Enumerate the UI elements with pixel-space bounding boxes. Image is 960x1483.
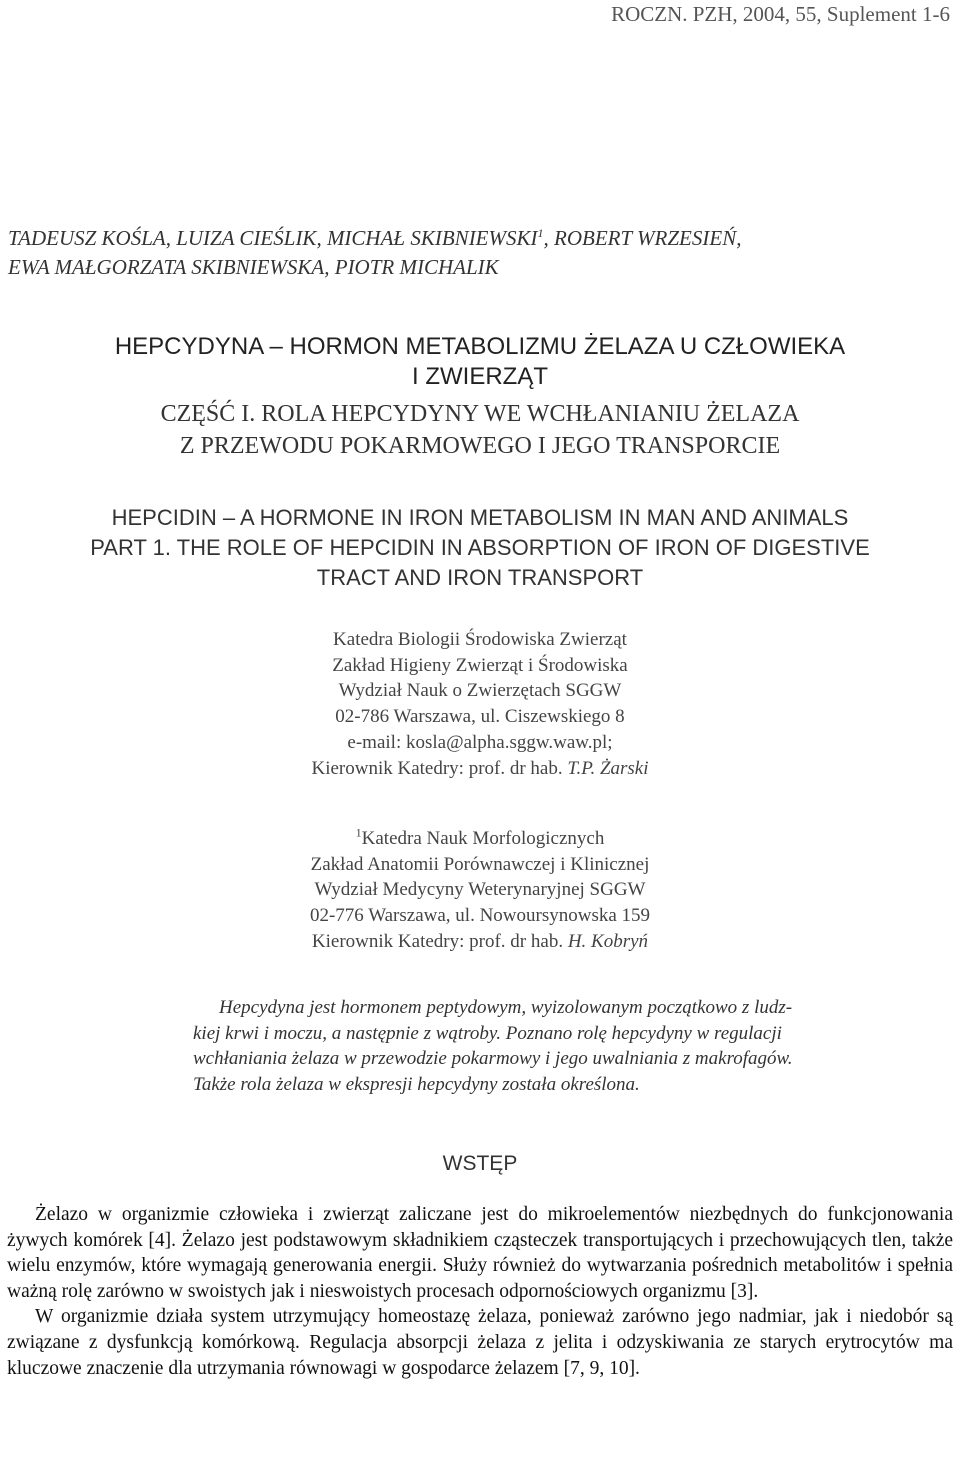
abstract-line-4: Także rola żelaza w ekspresji hepcydyny została określona. bbox=[193, 1073, 640, 1095]
authors-text-1a: TADEUSZ KOŚLA, LUIZA CIEŚLIK, MICHAŁ SKIBNIEWSKI bbox=[8, 226, 538, 250]
title-polish bbox=[0, 332, 960, 392]
title-english-line-1: HEPCIDIN – A HORMONE IN IRON METABOLISM IN MAN AND ANIMALS bbox=[111, 505, 849, 530]
affiliation-2-head-prefix: Kierownik Katedry: prof. dr hab. bbox=[311, 930, 568, 952]
subtitle-polish-line-1: CZĘŚĆ I. ROLA HEPCYDYNY WE WCHŁANIANIU ŻELAZA bbox=[160, 401, 800, 427]
abstract-line-2: kiej krwi i moczu, a następnie z wątroby. Poznano rolę hepcydyny w regulacji bbox=[193, 1022, 782, 1044]
subtitle-polish-line-2: Z PRZEWODU POKARMOWEGO I JEGO TRANSPORCIE bbox=[179, 433, 781, 459]
body-text bbox=[7, 1202, 953, 1381]
author-line-2: EWA MAŁGORZATA SKIBNIEWSKA, PIOTR MICHALIK bbox=[8, 255, 499, 279]
title-english-line-2: PART 1. THE ROLE OF HEPCIDIN IN ABSORPTION OF IRON OF DIGESTIVE bbox=[90, 535, 870, 560]
body-paragraph-2: W organizmie działa system utrzymujący homeostazę żelaza, ponieważ zarówno jego nadmiar, jak i niedobór są związane z dysfunkcją komórkową. Regulacja absorpcji żelaza z jelita i odzyskiwania ze starych erytrocytów ma kluczowe znaczenie dla utrzymania równowagi w gospodarce żelazem [7, 9, 10]. bbox=[7, 1306, 953, 1379]
affiliation-1-head bbox=[0, 756, 960, 782]
affiliation-1-line-4: 02-786 Warszawa, ul. Ciszewskiego 8 bbox=[335, 706, 625, 728]
author-line-1 bbox=[8, 224, 948, 253]
affiliation-2-superscript: 1 bbox=[355, 825, 362, 840]
author-list bbox=[8, 224, 948, 282]
title-english bbox=[0, 503, 960, 593]
affiliation-1-line-1: Katedra Biologii Środowiska Zwierząt bbox=[333, 629, 627, 650]
affiliation-2-head-name: H. Kobryń bbox=[567, 930, 649, 952]
section-heading: WSTĘP bbox=[442, 1152, 518, 1175]
affiliation-1-head-name: T.P. Żarski bbox=[567, 757, 649, 779]
affiliation-2 bbox=[0, 826, 960, 955]
author-superscript: 1 bbox=[537, 226, 544, 240]
body-paragraph-1: Żelazo w organizmie człowieka i zwierząt zaliczane jest do mikroelementów niezbędnych do funkcjonowania żywych komórek [4]. Żelazo jest podstawowym składnikiem cząsteczek transportujących i przechowujących tlen, także wielu enzymów, które wymagają generowania energii. Służy również do wytwarzania pośrednich metabolitów i spełnia ważną rolę zarówno w swoistych jak i nieswoistych procesach odpornościowych organizmu [3]. bbox=[7, 1204, 953, 1302]
affiliation-2-line-1 bbox=[0, 826, 960, 852]
subtitle-polish bbox=[0, 398, 960, 462]
authors-text-1b: , ROBERT WRZESIEŃ, bbox=[543, 226, 742, 250]
abstract bbox=[193, 995, 951, 1097]
affiliation-1-line-3: Wydział Nauk o Zwierzętach SGGW bbox=[338, 680, 622, 702]
affiliation-2-head bbox=[0, 929, 960, 955]
abstract-line-1: Hepcydyna jest hormonem peptydowym, wyizolowanym początkowo z ludz- bbox=[219, 997, 793, 1018]
affiliation-2-line-1-text: Katedra Nauk Morfologicznych bbox=[361, 828, 605, 849]
abstract-line-3: wchłaniania żelaza w przewodzie pokarmowy i jego uwalniania z makrofagów. bbox=[193, 1048, 793, 1069]
affiliation-1-line-2: Zakład Higieny Zwierząt i Środowiska bbox=[332, 654, 628, 676]
affiliation-1-email: e-mail: kosla@alpha.sggw.waw.pl; bbox=[347, 731, 613, 753]
affiliation-2-line-2: Zakład Anatomii Porównawczej i Klinicznej bbox=[310, 853, 650, 875]
affiliation-2-line-4: 02-776 Warszawa, ul. Nowoursynowska 159 bbox=[309, 905, 651, 927]
journal-header: ROCZN. PZH, 2004, 55, Suplement 1-6 bbox=[611, 2, 950, 26]
affiliation-1 bbox=[0, 627, 960, 781]
title-english-line-3: TRACT AND IRON TRANSPORT bbox=[316, 565, 644, 590]
affiliation-2-line-3: Wydział Medycyny Weterynaryjnej SGGW bbox=[314, 879, 646, 901]
title-polish-line-1: HEPCYDYNA – HORMON METABOLIZMU ŻELAZA U CZŁOWIEKA bbox=[114, 333, 846, 360]
affiliation-1-head-prefix: Kierownik Katedry: prof. dr hab. bbox=[311, 757, 568, 779]
title-polish-line-2: I ZWIERZĄT bbox=[412, 363, 548, 390]
